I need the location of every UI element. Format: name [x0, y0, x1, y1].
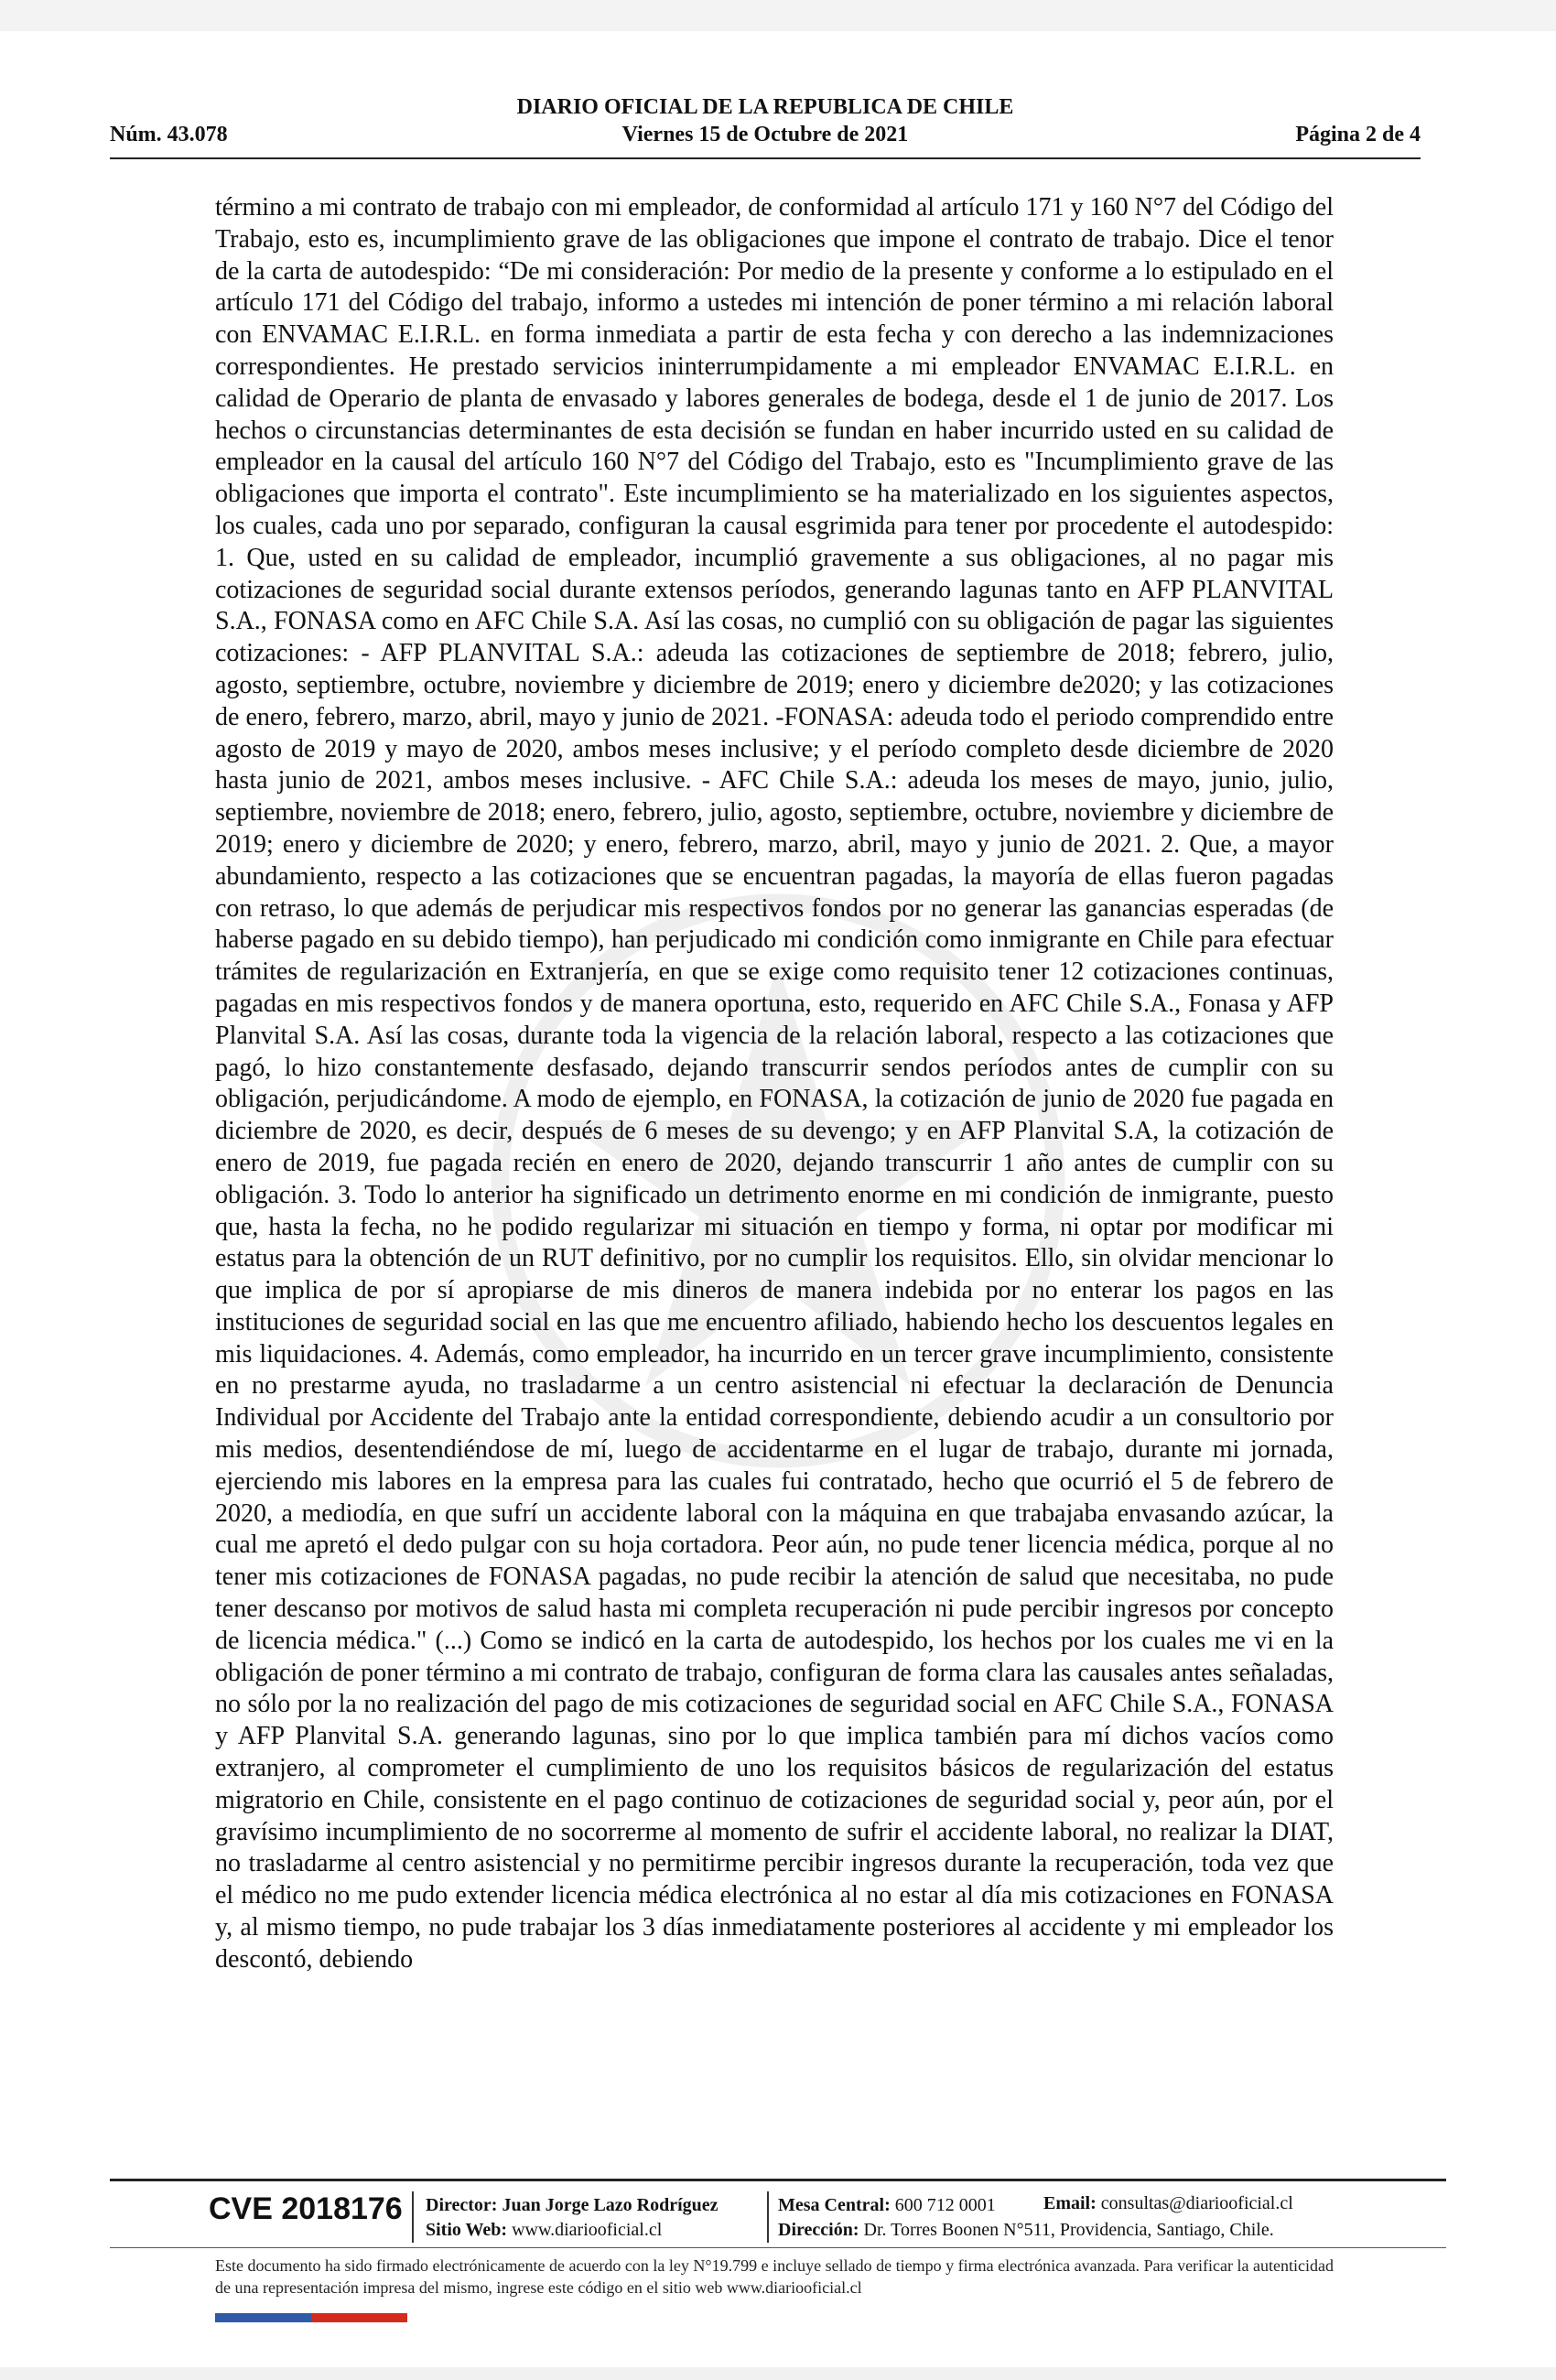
website-link[interactable]: www.diariooficial.cl [512, 2220, 663, 2240]
email-link[interactable]: consultas@diariooficial.cl [1100, 2193, 1293, 2213]
director-name: Juan Jorge Lazo Rodríguez [502, 2195, 719, 2215]
scan-bottom-margin [0, 2367, 1556, 2380]
issue-date: Viernes 15 de Octubre de 2021 [621, 123, 909, 146]
publication-title: DIARIO OFICIAL DE LA REPUBLICA DE CHILE [516, 95, 1014, 119]
page-header [110, 92, 1421, 156]
issue-number: Núm. 43.078 [110, 123, 228, 146]
cve-code: CVE 2018176 [209, 2191, 403, 2226]
email-label: Email: [1043, 2193, 1097, 2213]
director-label: Director: [426, 2195, 498, 2215]
footer-separator [412, 2191, 414, 2243]
footer-divider-top [110, 2179, 1446, 2181]
footer-separator [767, 2191, 769, 2243]
page-footer [110, 2184, 1446, 2248]
flag-stripe-blue [215, 2313, 311, 2322]
article-body-text: término a mi contrato de trabajo con mi empleador, de conformidad al artículo 171 y 160 N°7 del Código del Trabajo, esto es, incumplimiento grave de las obligaciones que impone el contrato de trabajo. Dice el tenor de la carta de autodespido: “De mi consideración: Por medio de la presente y conforme a lo estipulado en el artículo 171 del Código del trabajo, informo a ustedes mi intención de poner término a mi relación laboral con ENVAMAC E.I.R.L. en forma inmediata a partir de esta fecha y con derecho a las indemnizaciones correspondientes. He prestado servicios ininterrumpidamente a mi empleador ENVAMAC E.I.R.L. en calidad de Operario de planta de envasado y labores generales de bodega, desde el 1 de junio de 2017. Los hechos o circunstancias determinantes de esta decisión se fundan en haber incurrido usted en su calidad de empleador en la causal del artículo 160 N°7 del Código del Trabajo, esto es "Incumplimiento grave de las obligaciones que importa el contrato". Este incumplimiento se ha materializado en los siguientes aspectos, los cuales, cada uno por separado, configuran la causal esgrimida para tener por procedente el autodespido: 1. Que, usted en su calidad de empleador, incumplió gravemente a sus obligaciones, al no pagar mis cotizaciones de seguridad social durante extensos períodos, generando lagunas tanto en AFP PLANVITAL S.A., FONASA como en AFC Chile S.A. Así las cosas, no cumplió con su obligación de pagar las siguientes cotizaciones: - AFP PLANVITAL S.A.: adeuda las cotizaciones de septiembre de 2018; febrero, julio, agosto, septiembre, octubre, noviembre y diciembre de 2019; enero y diciembre de2020; y las cotizaciones de enero, febrero, marzo, abril, mayo y junio de 2021. -FONASA: adeuda todo el periodo comprendido entre agosto de 2019 y mayo de 2020, ambos meses inclusive; y el período completo desde diciembre de 2020 hasta junio de 2021, ambos meses inclusive. - AFC Chile S.A.: adeuda los meses de mayo, junio, julio, septiembre, noviembre de 2018; enero, febrero, julio, agosto, septiembre, octubre, noviembre y diciembre de 2019; enero y diciembre de 2020; y enero, febrero, marzo, abril, mayo y junio de 2021. 2. Que, a mayor abundamiento, respecto a las cotizaciones que se encuentran pagadas, la mayoría de ellas fueron pagadas con retraso, lo que además de perjudicar mis respectivos fondos por no generar las ganancias esperadas (de haberse pagado en su debido tiempo), han perjudicado mi condición como inmigrante en Chile para efectuar trámites de regularización en Extranjería, en que se exige como requisito tener 12 cotizaciones continuas, pagadas en mis respectivos fondos y de manera oportuna, esto, requerido en AFC Chile S.A., Fonasa y AFP Planvital S.A. Así las cosas, durante toda la vigencia de la relación laboral, respecto a las cotizaciones que pagó, lo hizo constantemente desfasado, dejando transcurrir sendos períodos antes de cumplir con su obligación, perjudicándome. A modo de ejemplo, en FONASA, la cotización de junio de 2020 fue pagada en diciembre de 2020, es decir, después de 6 meses de su devengo; y en AFP Planvital S.A, la cotización de enero de 2019, fue pagada recién en enero de 2020, dejando transcurrir 1 año antes de cumplir con su obligación. 3. Todo lo anterior ha significado un detrimento enorme en mi condición de inmigrante, puesto que, hasta la fecha, no he podido regularizar mi situación en tiempo y forma, ni optar por modificar mi estatus para la obtención de un RUT definitivo, por no cumplir los requisitos. Ello, sin olvidar mencionar lo que implica de por sí apropiarse de mis dineros de manera indebida por no enterar los pagos en las instituciones de seguridad social en las que me encuentro afiliado, habiendo hecho los descuentos legales en mis liquidaciones. 4. Además, como empleador, ha incurrido en un tercer grave incumplimiento, consistente en no prestarme ayuda, no trasladarme a un centro asistencial ni efectuar la declaración de Denuncia Individual por Accidente del Trabajo ante la entidad correspondiente, debiendo acudir a un consultorio por mis medios, desentendiéndose de mí, luego de accidentarme en el lugar de trabajo, durante mi jornada, ejerciendo mis labores en la empresa para las cuales fui contratado, hecho que ocurrió el 5 de febrero de 2020, a mediodía, en que sufrí un accidente laboral con la máquina en que trabajaba envasando azúcar, la cual me apretó el dedo pulgar con su hoja cortadora. Peor aún, no pude tener licencia médica, porque al no tener mis cotizaciones de FONASA pagadas, no pude recibir la atención de salud que necesitaba, no pude tener descanso por motivos de salud hasta mi completa recuperación ni pude percibir ingresos por concepto de licencia médica." (...) Como se indicó en la carta de autodespido, los hechos por los cuales me vi en la obligación de poner término a mi contrato de trabajo, configuran de forma clara las causales antes señaladas, no sólo por la no realización del pago de mis cotizaciones de seguridad social en AFC Chile S.A., FONASA y AFP Planvital S.A. generando lagunas, sino por lo que implica también para mí dichos vacíos como extranjero, al comprometer el cumplimiento de uno los requisitos básicos de regularización del estatus migratorio en Chile, consistente en el pago continuo de cotizaciones de seguridad social y, peor aún, por el gravísimo incumplimiento de no socorrerme al momento de sufrir el accidente laboral, no realizar la DIAT, no trasladarme al centro asistencial y no permitirme percibir ingresos durante la recuperación, toda vez que el médico no me pudo extender licencia médica electrónica al no estar al día mis cotizaciones en FONASA y, al mismo tiempo, no pude trabajar los 3 días inmediatamente posteriores al accidente y mi empleador los descontó, debiendo [215, 193, 1334, 1974]
phone-value: 600 712 0001 [894, 2195, 996, 2215]
scan-top-margin [0, 0, 1556, 31]
legal-notice: Este documento ha sido firmado electrónicamente de acuerdo con la ley N°19.799 e incluye sellado de tiempo y firma electrónica avanzada. Para verificar la autenticidad de una representación impresa del mismo, ingrese este código en el sitio web www.diariooficial.cl [215, 2256, 1334, 2297]
page-number: Página 2 de 4 [1295, 123, 1421, 146]
footer-divider-bottom [110, 2247, 1446, 2248]
address-value: Dr. Torres Boonen N°511, Providencia, Santiago, Chile. [863, 2220, 1274, 2240]
flag-stripe-red [311, 2313, 407, 2322]
website-label: Sitio Web: [426, 2220, 508, 2240]
address-label: Dirección: [778, 2220, 859, 2240]
footer-director-block [426, 2193, 719, 2243]
header-divider [110, 157, 1421, 159]
footer-email-block [1043, 2193, 1293, 2214]
phone-label: Mesa Central: [778, 2195, 891, 2215]
